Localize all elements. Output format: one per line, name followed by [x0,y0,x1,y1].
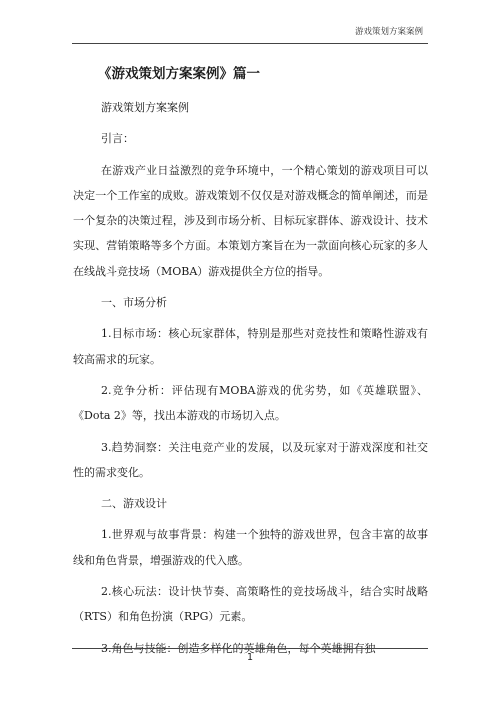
paragraph: 游戏策划方案案例 [101,101,189,114]
running-header: 游戏策划方案案例 [354,27,423,37]
paragraph: 2.核心玩法：设计快节奏、高策略性的竞技场战斗，结合实时战略（RTS）和角色扮演（RPG）元素。 [73,585,428,624]
paragraph: 3.角色与技能：创造多样化的英雄角色，每个英雄拥有独 [101,641,376,655]
document-title: 《游戏策划方案案例》篇一 [98,66,260,82]
footer-rule [72,648,428,649]
document-body [73,95,428,667]
paragraph: 3.趋势洞察：关注电竞产业的发展，以及玩家对于游戏深度和社交性的需求变化。 [73,440,428,479]
section-heading: 一、市场分析 [101,296,167,310]
paragraph: 1.目标市场：核心玩家群体，特别是那些对竞技性和策略性游戏有较高需求的玩家。 [73,327,428,366]
paragraph: 2.竞争分析：评估现有MOBA游戏的优劣势，如《英雄联盟》、《Dota 2》等，找出本游戏的市场切入点。 [73,383,428,423]
header-rule [72,43,428,44]
paragraph: 在游戏产业日益激烈的竞争环境中，一个精心策划的游戏项目可以决定一个工作室的成败。游戏策划不仅仅是对游戏概念的简单阐述，而是一个复杂的决策过程，涉及到市场分析、目标玩家群体、游戏设计、技术实现、营销策略等多个方面。本策划方案旨在为一款面向核心玩家的多人在线战斗竞技场（MOBA）游戏提供全方位的指导。 [73,163,428,278]
section-heading: 二、游戏设计 [101,497,167,511]
paragraph: 引言： [101,132,134,146]
page-number: 1 [246,652,254,663]
paragraph: 1.世界观与故事背景：构建一个独特的游戏世界，包含丰富的故事线和角色背景，增强游戏的代入感。 [73,528,428,567]
